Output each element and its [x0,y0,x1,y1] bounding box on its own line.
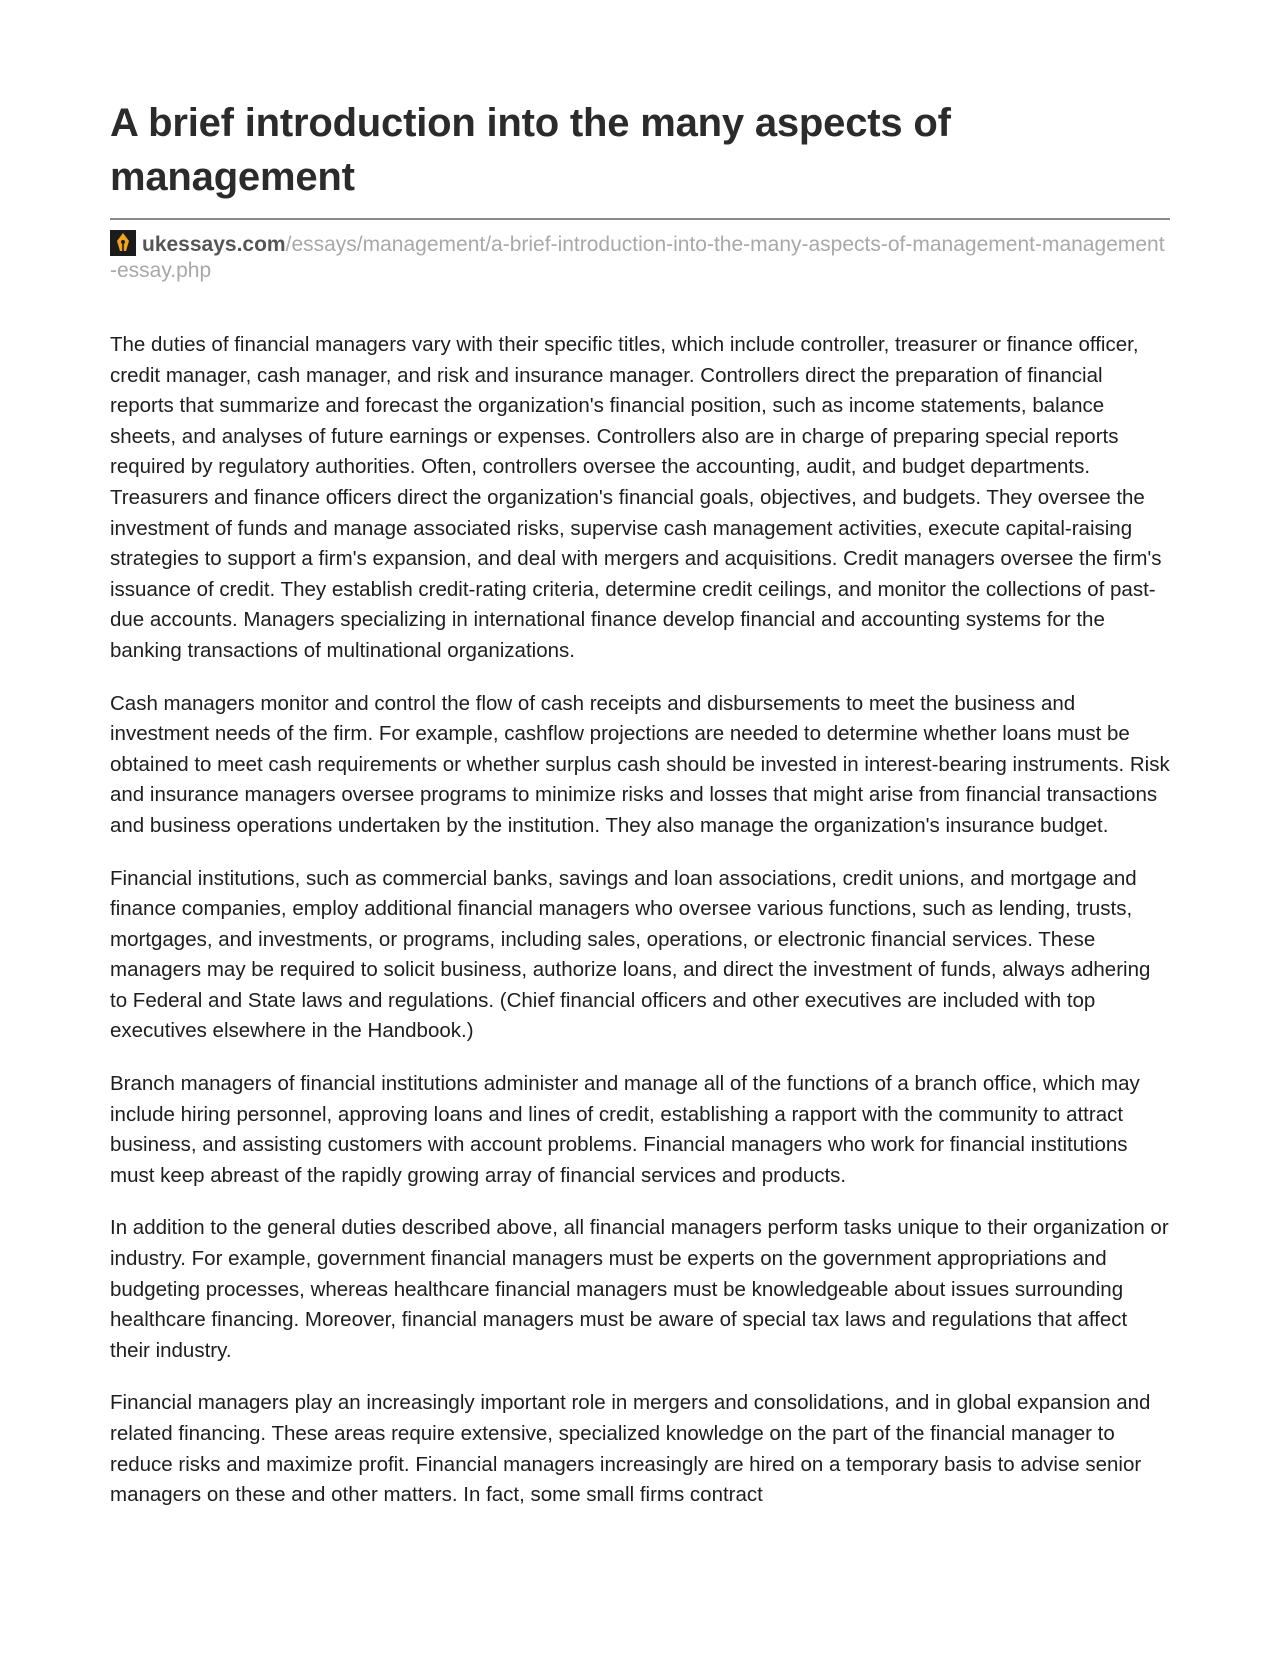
paragraph: Financial institutions, such as commercial banks, savings and loan associations, credit unions, and mortgage and finance companies, employ additional financial managers who oversee various functions, such as lending, trusts, mortgages, and investments, or programs, including sales, operations, or electronic financial services. These managers may be required to solicit business, authorize loans, and direct the investment of funds, always adhering to Federal and State laws and regulations. (Chief financial officers and other executives are included with top executives elsewhere in the Handbook.) [110,866,1151,1043]
paragraph: In addition to the general duties described above, all financial managers perform tasks unique to their organization or industry. For example, government financial managers must be experts on the government appropriations and budgeting processes, whereas healthcare financial managers must be knowledgeable about issues surrounding healthcare financing. Moreover, financial managers must be aware of special tax laws and regulations that affect their industry. [110,1216,1169,1362]
source-link[interactable] [110,230,1170,284]
paragraph: The duties of financial managers vary with their specific titles, which include controller, treasurer or finance officer, credit manager, cash manager, and risk and insurance manager. Controllers direct the preparation of financial reports that summarize and forecast the organization's financial position, such as income statements, balance sheets, and analyses of future earnings or expenses. Controllers also are in charge of preparing special reports required by regulatory authorities. Often, controllers oversee the accounting, audit, and budget departments. Treasurers and finance officers direct the organization's financial goals, objectives, and budgets. They oversee the investment of funds and manage associated risks, supervise cash management activities, execute capital-raising strategies to support a firm's expansion, and deal with mergers and acquisitions. Credit managers oversee the firm's issuance of credit. They establish credit-rating criteria, determine credit ceilings, and monitor the collections of past-due accounts. Managers specializing in international finance develop financial and accounting systems for the banking transactions of multinational organizations. [110,333,1162,662]
ukessays-logo-icon [110,230,136,256]
paragraph: Branch managers of financial institutions administer and manage all of the functions of a branch office, which may include hiring personnel, approving loans and lines of credit, establishing a rapport with the community to attract business, and assisting customers with account problems. Financial managers who work for financial institutions must keep abreast of the rapidly growing array of financial services and products. [110,1072,1140,1187]
source-domain[interactable]: ukessays.com [142,233,286,256]
page-title: A brief introduction into the many aspects of management [110,101,951,199]
source-path[interactable]: /essays/management/a-brief-introduction-into-the-many-aspects-of-management-management-essay.php [110,233,1165,282]
paragraph: Financial managers play an increasingly important role in mergers and consolidations, and in global expansion and related financing. These areas require extensive, specialized knowledge on the part of the financial manager to reduce risks and maximize profit. Financial managers increasingly are hired on a temporary basis to advise senior managers on these and other matters. In fact, some small firms contract [110,1391,1151,1507]
paragraph: Cash managers monitor and control the flow of cash receipts and disbursements to meet the business and investment needs of the firm. For example, cashflow projections are needed to determine whether loans must be obtained to meet cash requirements or whether surplus cash should be invested in interest-bearing instruments. Risk and insurance managers oversee programs to minimize risks and losses that might arise from financial transactions and business operations undertaken by the institution. They also manage the organization's insurance budget. [110,691,1170,837]
title-divider [110,218,1170,220]
article-body [110,330,1170,1511]
document-page [110,96,1170,1533]
